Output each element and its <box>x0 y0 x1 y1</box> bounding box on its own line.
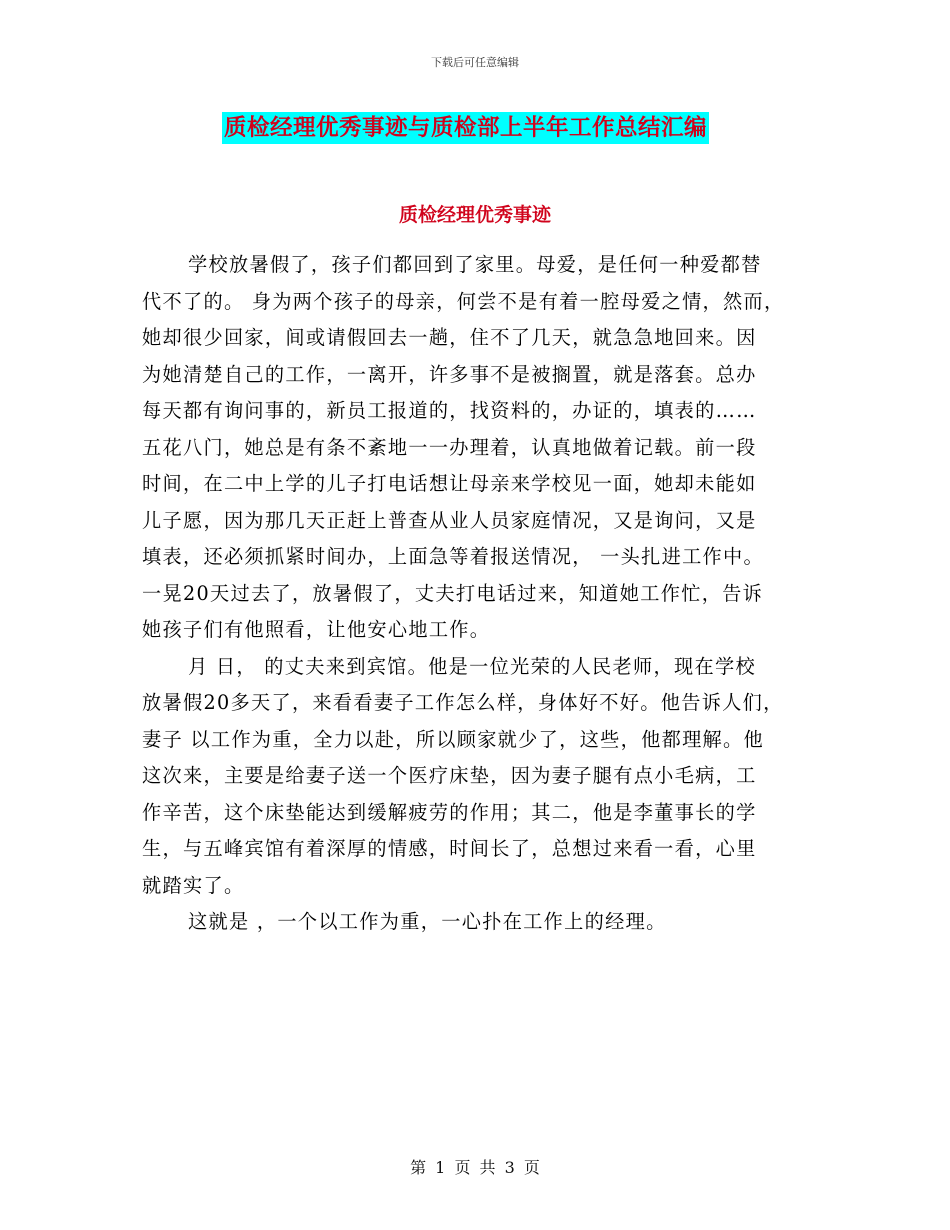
paragraph-line: 月 日， 的丈夫来到宾馆。他是一位光荣的人民老师，现在学校 <box>188 654 756 678</box>
paragraph-line: 这就是 ，一个以工作为重，一心扑在工作上的经理。 <box>188 910 667 933</box>
paragraph-line: 她孩子们有他照看，让他安心地工作。 <box>142 618 491 641</box>
section-title: 质检经理优秀事迹 <box>398 204 551 226</box>
paragraph-line: 这次来，主要是给妻子送一个医疗床垫，因为妻子腿有点小毛病，工 <box>142 764 757 787</box>
paragraph-line: 就踏实了。 <box>142 873 245 897</box>
paragraph-line: 作辛苦，这个床垫能达到缓解疲劳的作用；其二，他是李董事长的学 <box>142 800 757 824</box>
document-title: 质检经理优秀事迹与质检部上半年工作总结汇编 <box>222 112 709 144</box>
body-text <box>142 247 812 941</box>
paragraph-line: 她却很少回家，间或请假回去一趟，住不了几天，就急急地回来。因 <box>142 326 757 349</box>
page-number-footer: 第 1 页 共 3 页 <box>410 1158 540 1177</box>
paragraph-line: 学校放暑假了，孩子们都回到了家里。母爱，是任何一种爱都替 <box>188 253 762 276</box>
paragraph-line: 放暑假20多天了，来看看妻子工作怎么样，身体好不好。他告诉人们， <box>142 691 784 714</box>
paragraph-line: 为她清楚自己的工作，一离开，许多事不是被搁置，就是落套。总办 <box>142 362 757 386</box>
paragraph-line: 妻子 以工作为重，全力以赴，所以顾家就少了，这些，他都理解。他 <box>142 727 765 751</box>
paragraph-line: 代不了的。 身为两个孩子的母亲，何尝不是有着一腔母爱之情，然而， <box>142 289 785 313</box>
paragraph-line: 每天都有询问事的，新员工报道的，找资料的，办证的，填表的…… <box>142 399 757 422</box>
header-note: 下载后可任意编辑 <box>431 56 519 69</box>
paragraph-line: 一晃20天过去了，放暑假了，丈夫打电话过来，知道她工作忙，告诉 <box>142 581 764 605</box>
paragraph-line: 生，与五峰宾馆有着深厚的情感，时间长了，总想过来看一看，心里 <box>142 837 757 860</box>
paragraph-line: 儿子愿，因为那几天正赶上普查从业人员家庭情况，又是询问，又是 <box>142 508 757 532</box>
paragraph-line: 填表，还必须抓紧时间办，上面急等着报送情况， 一头扎进工作中。 <box>142 545 765 568</box>
paragraph-line: 时间，在二中上学的儿子打电话想让母亲来学校见一面，她却未能如 <box>142 472 757 495</box>
paragraph-line: 五花八门，她总是有条不紊地一一办理着，认真地做着记载。前一段 <box>142 435 757 459</box>
